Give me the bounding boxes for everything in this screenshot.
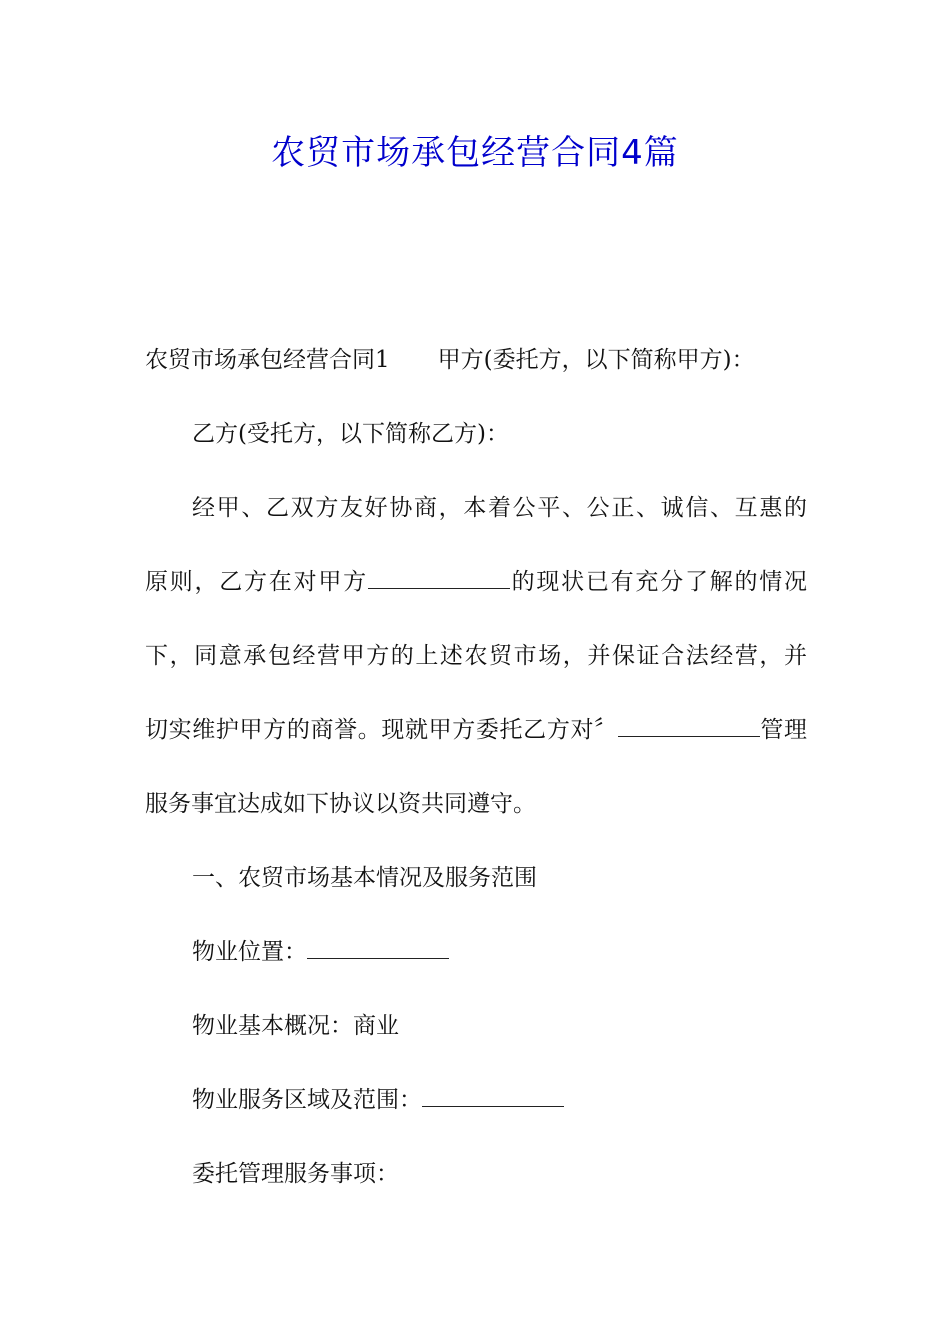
paragraph-text: 管理 <box>759 717 808 743</box>
document-title: 农贸市场承包经营合同4篇 <box>271 133 679 173</box>
paragraph-line <box>145 562 807 636</box>
heading-text: 一、农贸市场基本情况及服务范围 <box>192 865 537 891</box>
property-overview-line <box>145 1006 807 1080</box>
field-label: 物业服务区域及范围： <box>192 1087 422 1113</box>
party-b-line <box>145 414 807 488</box>
party-a-label: 甲方(委托方，以下简称甲方)： <box>437 347 755 373</box>
paragraph-line <box>145 710 807 784</box>
party-b-label: 乙方(受托方，以下简称乙方)： <box>192 421 509 447</box>
paragraph-line <box>145 488 807 562</box>
field-label: 委托管理服务事项： <box>192 1161 399 1187</box>
paragraph-text: 经甲、乙双方友好协商，本着公平、公正、诚信、互惠的 <box>192 495 807 521</box>
paragraph-line <box>145 636 807 710</box>
paragraph-text: 下，同意承包经营甲方的上述农贸市场，并保证合法经营，并 <box>145 643 807 669</box>
blank-field <box>422 1084 564 1107</box>
document-body <box>145 340 807 1228</box>
blank-field <box>618 714 760 737</box>
paragraph-text: 服务事宜达成如下协议以资共同遵守。 <box>145 791 536 817</box>
paragraph-text: 的现状已有充分了解的情况 <box>509 569 808 595</box>
section-label: 农贸市场承包经营合同1 <box>145 347 390 373</box>
service-area-line <box>145 1080 807 1154</box>
blank-field <box>368 566 510 589</box>
blank-field <box>307 936 449 959</box>
intro-line <box>145 340 807 414</box>
section-heading <box>145 858 807 932</box>
property-location-line <box>145 932 807 1006</box>
paragraph-line <box>145 784 807 858</box>
managed-items-line <box>145 1154 807 1228</box>
paragraph-text: 原则，乙方在对甲方 <box>145 569 368 595</box>
field-label: 物业位置： <box>192 939 307 965</box>
paragraph-text: 切实维护甲方的商誉。现就甲方委托乙方对〞 <box>145 717 618 743</box>
field-label: 物业基本概况：商业 <box>192 1013 399 1039</box>
